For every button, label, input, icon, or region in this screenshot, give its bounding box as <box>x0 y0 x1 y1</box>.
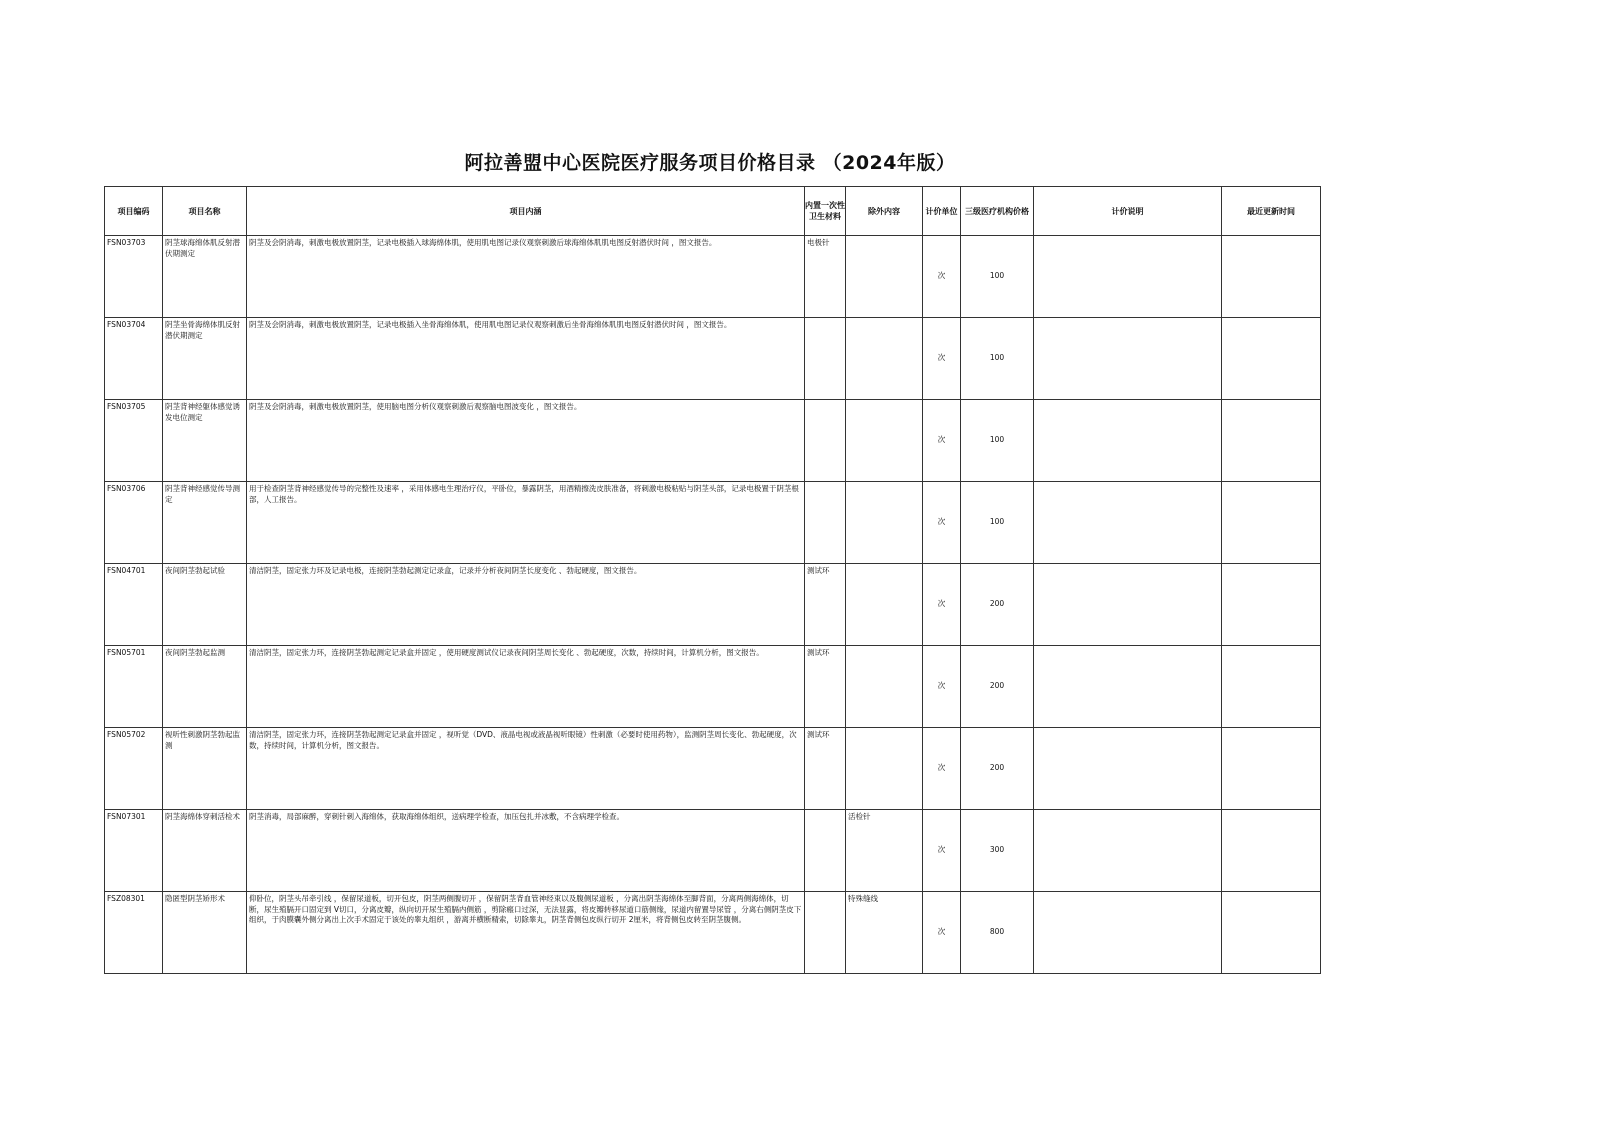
header-name: 项目名称 <box>163 187 247 236</box>
cell-material <box>805 400 846 482</box>
cell-content: 清洁阴茎，固定张力环及记录电极，连接阴茎勃起测定记录盒，记录并分析夜间阴茎长度变化 、勃起硬度，图文报告。 <box>247 564 805 646</box>
cell-updated <box>1222 400 1321 482</box>
cell-updated <box>1222 646 1321 728</box>
cell-note <box>1034 646 1222 728</box>
header-note: 计价说明 <box>1034 187 1222 236</box>
cell-note <box>1034 400 1222 482</box>
cell-price: 200 <box>961 646 1034 728</box>
header-content: 项目内涵 <box>247 187 805 236</box>
cell-content: 阴茎消毒，局部麻醉，穿刺针刺入海绵体，获取海绵体组织，送病理学检查，加压包扎并冰敷，不含病理学检查。 <box>247 810 805 892</box>
cell-price: 100 <box>961 318 1034 400</box>
table-header-row <box>105 187 1321 236</box>
cell-price: 100 <box>961 236 1034 318</box>
header-unit: 计价单位 <box>923 187 961 236</box>
cell-updated <box>1222 318 1321 400</box>
cell-material: 测试环 <box>805 564 846 646</box>
cell-note <box>1034 564 1222 646</box>
cell-code: FSN05702 <box>105 728 163 810</box>
cell-code: FSN03705 <box>105 400 163 482</box>
cell-unit: 次 <box>923 810 961 892</box>
cell-price: 100 <box>961 482 1034 564</box>
table-row <box>105 728 1321 810</box>
cell-updated <box>1222 482 1321 564</box>
cell-code: FSN04701 <box>105 564 163 646</box>
cell-material <box>805 482 846 564</box>
cell-unit: 次 <box>923 236 961 318</box>
table-row <box>105 646 1321 728</box>
cell-note <box>1034 318 1222 400</box>
cell-price: 200 <box>961 564 1034 646</box>
table-row <box>105 236 1321 318</box>
table-row <box>105 400 1321 482</box>
cell-excluded <box>846 564 923 646</box>
header-material: 内置一次性卫生材料 <box>805 187 846 236</box>
cell-price: 300 <box>961 810 1034 892</box>
cell-material: 测试环 <box>805 728 846 810</box>
cell-excluded <box>846 318 923 400</box>
cell-name: 夜间阴茎勃起监测 <box>163 646 247 728</box>
cell-excluded <box>846 728 923 810</box>
cell-code: FSN05701 <box>105 646 163 728</box>
header-updated: 最近更新时间 <box>1222 187 1321 236</box>
table-row <box>105 564 1321 646</box>
cell-name: 隐匿型阴茎矫形术 <box>163 892 247 974</box>
cell-price: 200 <box>961 728 1034 810</box>
table-row <box>105 810 1321 892</box>
table-body <box>105 236 1321 974</box>
cell-code: FSN07301 <box>105 810 163 892</box>
cell-material <box>805 318 846 400</box>
cell-excluded: 特殊缝线 <box>846 892 923 974</box>
cell-unit: 次 <box>923 318 961 400</box>
cell-excluded <box>846 400 923 482</box>
cell-code: FSN03704 <box>105 318 163 400</box>
cell-excluded <box>846 646 923 728</box>
cell-excluded <box>846 236 923 318</box>
cell-updated <box>1222 564 1321 646</box>
cell-content: 用于检查阴茎背神经感觉传导的完整性及速率 ，采用体感电生理治疗仪，平卧位，暴露阴茎，用酒精擦洗皮肤准备，将刺激电极粘贴与阴茎头部，记录电极置于阴茎根部，人工报告。 <box>247 482 805 564</box>
cell-name: 视听性刺激阴茎勃起监测 <box>163 728 247 810</box>
cell-content: 阴茎及会阴消毒，刺激电极放置阴茎，记录电极插入坐骨海绵体肌，使用肌电图记录仪观察刺激后坐骨海绵体肌肌电图反射潜伏时间 ，图文报告。 <box>247 318 805 400</box>
cell-code: FSN03706 <box>105 482 163 564</box>
header-price: 三级医疗机构价格 <box>961 187 1034 236</box>
cell-material <box>805 810 846 892</box>
cell-note <box>1034 892 1222 974</box>
cell-unit: 次 <box>923 646 961 728</box>
price-table <box>104 186 1321 974</box>
cell-unit: 次 <box>923 400 961 482</box>
cell-price: 100 <box>961 400 1034 482</box>
cell-name: 夜间阴茎勃起试验 <box>163 564 247 646</box>
cell-excluded <box>846 482 923 564</box>
cell-code: FSZ08301 <box>105 892 163 974</box>
cell-unit: 次 <box>923 892 961 974</box>
cell-name: 阴茎背神经感觉传导测定 <box>163 482 247 564</box>
table-row <box>105 318 1321 400</box>
cell-content: 清洁阴茎，固定张力环，连接阴茎勃起测定记录盒并固定 ，使用硬度测试仪记录夜间阴茎周长变化 、勃起硬度，次数，持续时间，计算机分析，图文报告。 <box>247 646 805 728</box>
cell-name: 阴茎球海绵体肌反射潜伏期测定 <box>163 236 247 318</box>
cell-material <box>805 892 846 974</box>
cell-updated <box>1222 236 1321 318</box>
cell-note <box>1034 482 1222 564</box>
cell-content: 阴茎及会阴消毒，刺激电极放置阴茎，使用脑电图分析仪观察刺激后观察脑电图波变化 ，图文报告。 <box>247 400 805 482</box>
cell-code: FSN03703 <box>105 236 163 318</box>
table-row <box>105 482 1321 564</box>
cell-updated <box>1222 728 1321 810</box>
cell-content: 仰卧位，阴茎头吊牵引线 ，保留尿道板，切开包皮，阴茎两侧腹切开 ，保留阴茎背血管神经束以及腹侧尿道板 ，分离出阴茎海绵体至脚背面，分离两侧海绵体，切断，尿生殖膈开口固定到 V切口，分离皮瓣，纵向切开尿生殖膈内侧筋 ，剪除瘢口过深，无法显露，将皮瓣转移尿道口筋侧缘，尿道内留置导尿管 ，分离右侧阴茎皮下组织，于肉膜囊外侧分离出上次手术固定于该处的睾丸组织 ，游离并横断精索，切除睾丸，阴茎背侧包皮纵行切开 2厘米，将背侧包皮转至阴茎腹侧。 <box>247 892 805 974</box>
cell-excluded: 活检针 <box>846 810 923 892</box>
cell-name: 阴茎坐骨海绵体肌反射潜伏期测定 <box>163 318 247 400</box>
cell-note <box>1034 810 1222 892</box>
cell-unit: 次 <box>923 482 961 564</box>
table-row <box>105 892 1321 974</box>
cell-unit: 次 <box>923 728 961 810</box>
cell-material: 电极针 <box>805 236 846 318</box>
cell-material: 测试环 <box>805 646 846 728</box>
cell-name: 阴茎海绵体穿刺活检术 <box>163 810 247 892</box>
cell-updated <box>1222 892 1321 974</box>
page-title: 阿拉善盟中心医院医疗服务项目价格目录 （2024年版） <box>464 152 956 174</box>
cell-content: 阴茎及会阴消毒，刺激电极放置阴茎，记录电极插入球海绵体肌，使用肌电图记录仪观察刺激后球海绵体肌肌电图反射潜伏时间 ，图文报告。 <box>247 236 805 318</box>
cell-updated <box>1222 810 1321 892</box>
cell-content: 清洁阴茎，固定张力环，连接阴茎勃起测定记录盒并固定 ，视听觉（DVD、液晶电视或液晶视听眼镜）性刺激（必要时使用药物），监测阴茎周长变化、勃起硬度，次数，持续时间，计算机分析，图文报告。 <box>247 728 805 810</box>
cell-note <box>1034 236 1222 318</box>
header-excluded: 除外内容 <box>846 187 923 236</box>
header-code: 项目编码 <box>105 187 163 236</box>
cell-unit: 次 <box>923 564 961 646</box>
cell-price: 800 <box>961 892 1034 974</box>
cell-note <box>1034 728 1222 810</box>
cell-name: 阴茎背神经躯体感觉诱发电位测定 <box>163 400 247 482</box>
